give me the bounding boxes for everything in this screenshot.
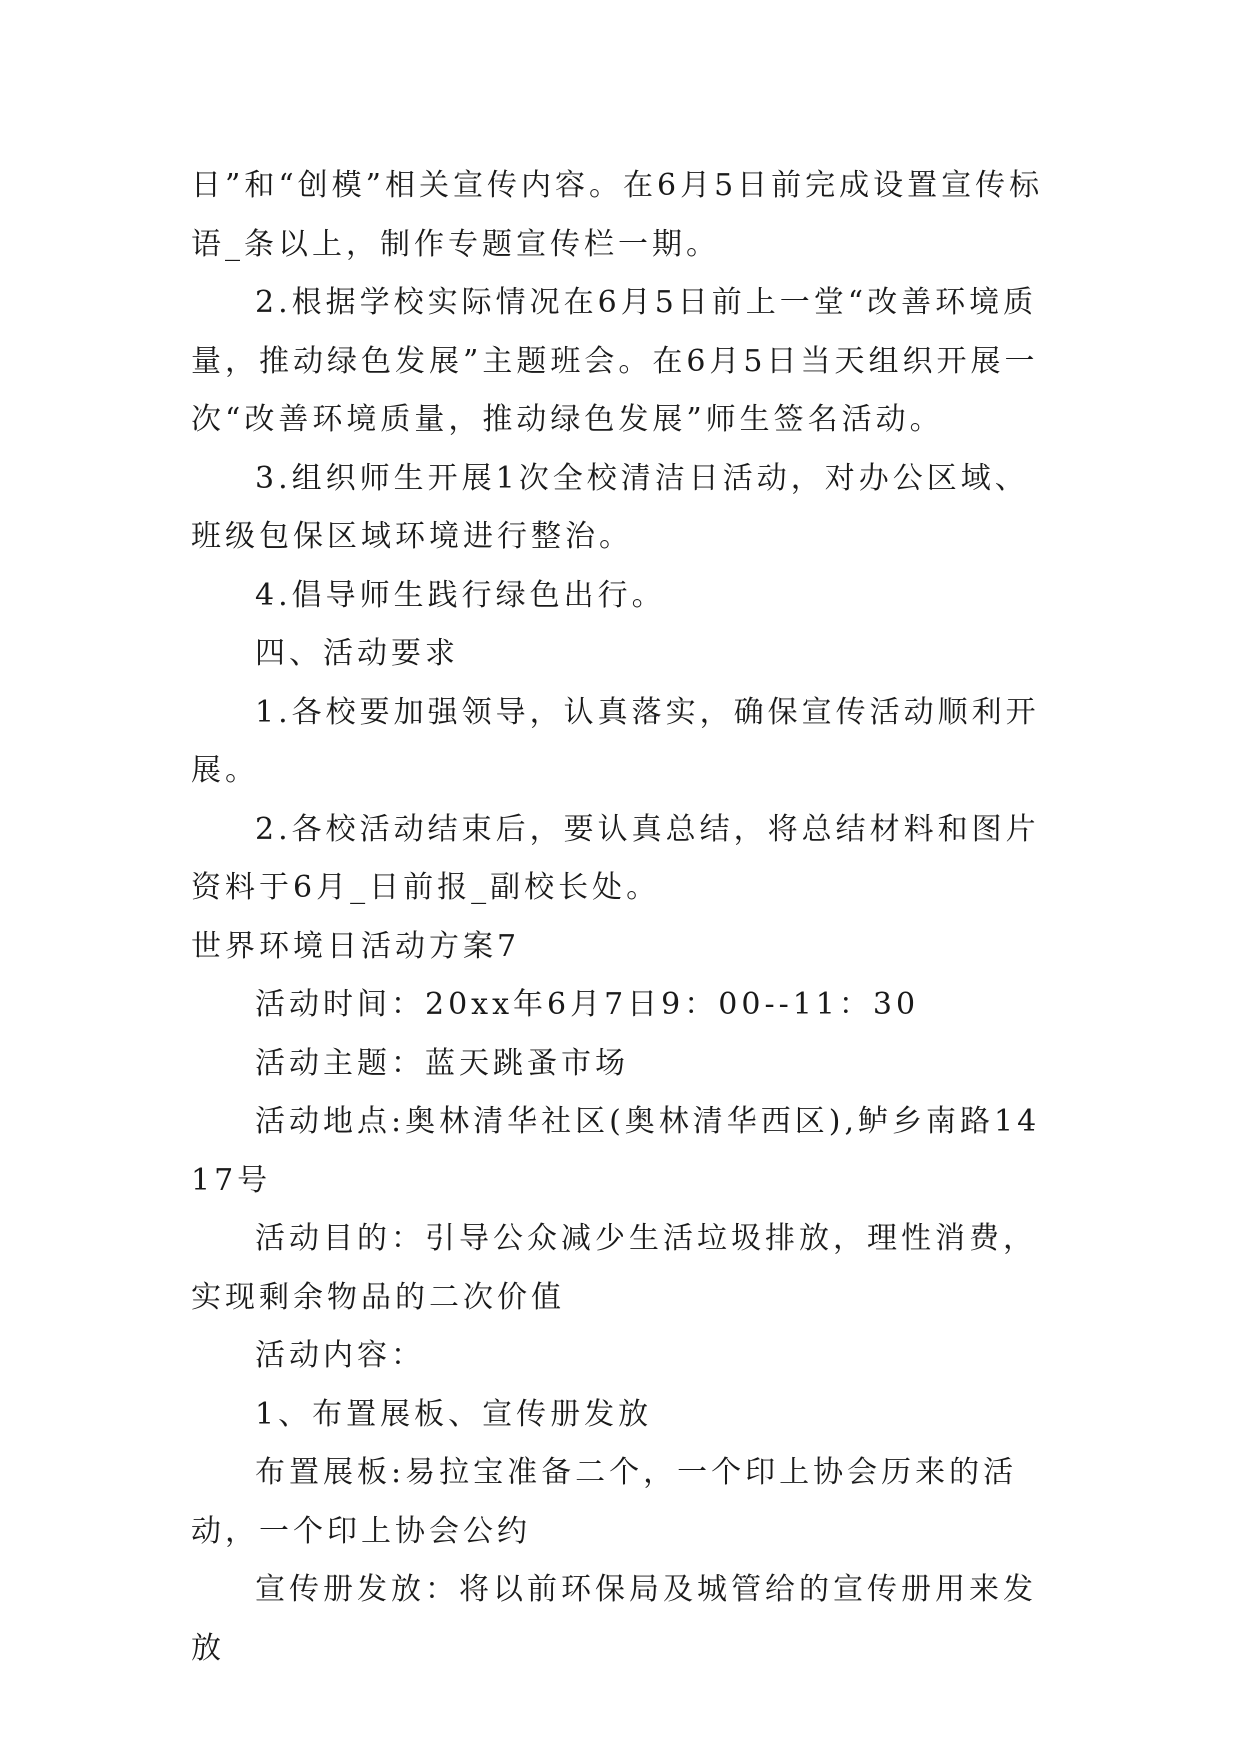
paragraph-item-4: 4.倡导师生践行绿色出行。	[255, 577, 666, 613]
paragraph-brochure-distribution: 宣传册发放：将以前环保局及城管给的宣传册用来发放	[191, 1572, 1037, 1666]
paragraph-item-3: 3.组织师生开展1次全校清洁日活动，对办公区域、班级包保区域环境进行整治。	[191, 460, 1029, 554]
paragraph-item-2: 2.根据学校实际情况在6月5日前上一堂“改善环境质量，推动绿色发展”主题班会。在6月5日当天组织开展一次“改善环境质量，推动绿色发展”师生签名活动。	[191, 285, 1039, 437]
paragraph-activity-purpose: 活动目的：引导公众减少生活垃圾排放，理性消费，实现剩余物品的二次价值	[191, 1221, 1037, 1315]
section-heading-requirements: 四、活动要求	[255, 636, 459, 671]
paragraph-activity-content-label: 活动内容：	[255, 1338, 425, 1373]
document-body	[191, 157, 1053, 1678]
paragraph-content-item-1: 1、布置展板、宣传册发放	[255, 1396, 653, 1432]
paragraph-requirement-2: 2.各校活动结束后，要认真总结，将总结材料和图片资料于6月_日前报_副校长处。	[191, 811, 1040, 905]
paragraph-display-boards: 布置展板:易拉宝准备二个，一个印上协会历来的活动，一个印上协会公约	[191, 1455, 1018, 1549]
paragraph-activity-location: 活动地点:奥林清华社区(奥林清华西区),鲈乡南路1417号	[191, 1104, 1041, 1198]
paragraph-continuation: 日”和“创模”相关宣传内容。在6月5日前完成设置宣传标语_条以上，制作专题宣传栏一期。	[191, 168, 1044, 262]
section-title-plan-7: 世界环境日活动方案7	[191, 928, 521, 964]
paragraph-requirement-1: 1.各校要加强领导，认真落实，确保宣传活动顺利开展。	[191, 694, 1040, 788]
paragraph-activity-time: 活动时间：20xx年6月7日9：00--11：30	[255, 987, 920, 1022]
paragraph-activity-theme: 活动主题：蓝天跳蚤市场	[255, 1045, 629, 1081]
